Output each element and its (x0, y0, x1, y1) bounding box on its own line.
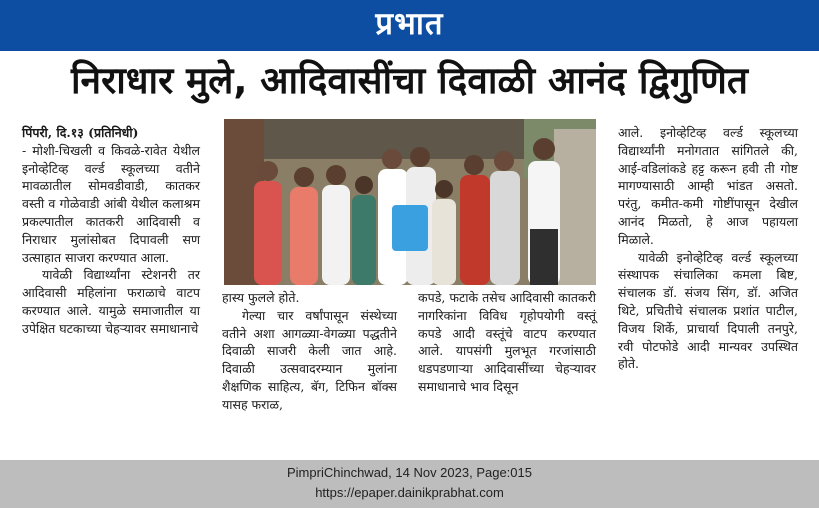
article-paragraph: - मोशी-चिखली व किवळे-रावेत येथील इनोव्हेटिव्ह वर्ल्ड स्कूलच्या वतीने मावळातील सोमवडीवाडी, कातकर वस्ती व गोळेवाडी आंबी येथील कलाश्रम प्रकल्पातील कातकरी आदिवासी व निराधार मुलांसोबत दिपावली सण उत्साहात साजरा करण्यात आला. (22, 142, 200, 265)
article-paragraph: गेल्या चार वर्षांपासून संस्थेच्या वतीने अशा आगळ्या-वेगळ्या पद्धतीने दिवाळी साजरी केली जात आहे. दिवाळी उत्सवादरम्यान मुलांना शैक्षणिक साहित्य, बॅग, टिफिन बॉक्स यासह फराळ, (222, 307, 397, 412)
article-dateline: पिंपरी, दि.१३ (प्रतिनिधी) (22, 125, 139, 140)
group-photo-illustration (224, 119, 596, 285)
article-paragraph: यावेळी विद्यार्थ्यांना स्टेशनरी तर आदिवासी महिलांना फराळाचे वाटप करण्यात आले. यामुळे समाजातील या उपेक्षित घटकाच्या चेहऱ्यावर समाधानाचे (22, 267, 200, 336)
article-paragraph: यावेळी इनोव्हेटिव्ह वर्ल्ड स्कूलच्या संस्थापक संचालिका कमला बिष्ट, संचालक डॉ. संजय सिंग, डॉ. अजित थिटे, प्रचितीचे संचालक प्रशांत पाटील, विजय शिर्के, प्राचार्या दिपाली तनपुरे, रवी पोटफोडे आदी मान्यवर उपस्थित होते. (618, 249, 798, 372)
article-column-2 (222, 289, 397, 414)
footer-bar (0, 460, 819, 508)
article-paragraph: हास्य फुलले होते. (222, 290, 300, 305)
article-headline: निराधार मुले, आदिवासींचा दिवाळी आनंद द्विगुणित (70, 59, 749, 102)
footer-source-line: PimpriChinchwad, 14 Nov 2023, Page:015 (287, 465, 532, 480)
article-paragraph: आले. इनोव्हेटिव्ह वर्ल्ड स्कूलच्या विद्यार्थ्यांनी मनोगतात सांगितले की, आई-वडिलांकडे हट्ट करून हवी ती गोष्ट मागण्यासाठी आम्ही भांडत असतो. परंतु, कमीत-कमी गोष्टींपासून देखील आनंद मिळतो, हे आज पहायला मिळाले. (618, 125, 798, 247)
article-paragraph: कपडे, फटाके तसेच आदिवासी कातकरी नागरिकांना विविध गृहोपयोगी वस्तूं कपडे आदी वस्तूंचे वाटप करण्यात आले. यापसंगी मुलभूत गरजांसाठी धडपडणाऱ्या आदिवासींच्या चेहऱ्यावर समाधानाचे भाव दिसून (418, 290, 596, 394)
article-column-1 (22, 124, 200, 338)
article-photo (224, 119, 596, 285)
masthead-bar (0, 0, 819, 51)
footer-url-link[interactable]: https://epaper.dainikprabhat.com (315, 485, 504, 500)
newspaper-logo: प्रभात (375, 6, 444, 42)
article-column-4 (618, 124, 798, 373)
article-column-3 (418, 289, 596, 396)
